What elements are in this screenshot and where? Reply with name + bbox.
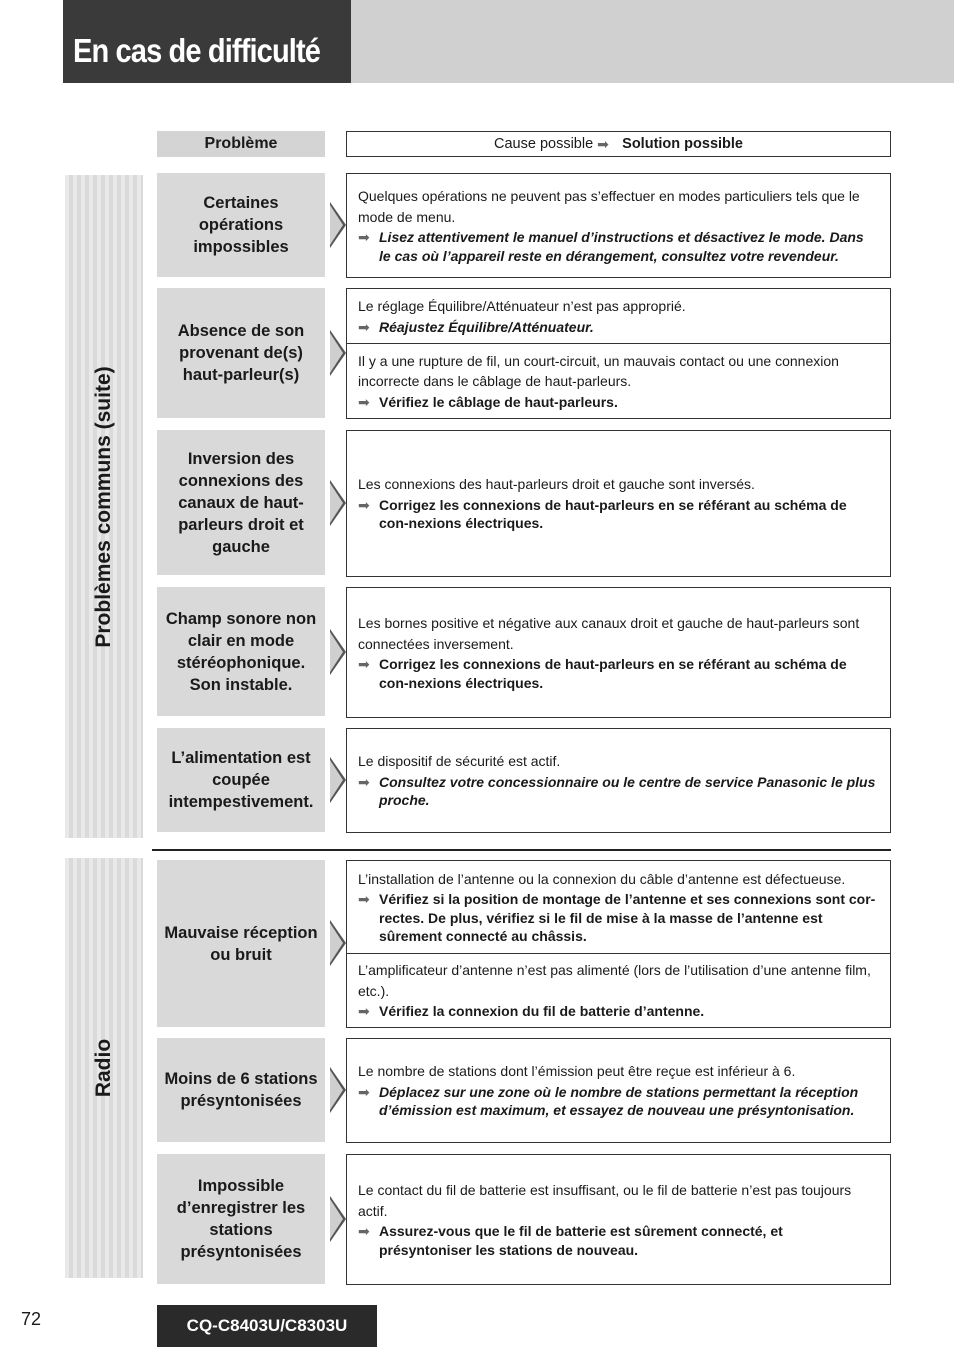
cause-cell xyxy=(346,1154,891,1285)
column-header-solution-label: Solution possible xyxy=(622,136,743,152)
solution-text: Assurez-vous que le fil de batterie est sûrement connecté, et présyntoniser les stations de nouveau. xyxy=(379,1223,783,1258)
solution-text: Corrigez les connexions de haut-parleurs en se référant au schéma de con-nexions électriques. xyxy=(379,496,847,532)
section-band-radio xyxy=(65,858,143,1278)
cause-text: Le nombre de stations dont l’émission peut être reçue est inférieur à 6. xyxy=(358,1063,796,1080)
problem-cell xyxy=(157,587,325,716)
problem-text: Absence de son provenant de(s) haut-parleur(s) xyxy=(177,322,305,384)
problem-cell xyxy=(157,173,325,277)
right-arrow-icon: ➡ xyxy=(358,656,370,672)
solution-text: Consultez votre concessionnaire ou le centre de service Panasonic le plus proche. xyxy=(379,773,876,809)
section-band-common xyxy=(65,175,143,838)
page-title: En cas de difficulté xyxy=(73,32,321,69)
cause-cell xyxy=(346,1038,891,1143)
right-arrow-icon: ➡ xyxy=(358,1003,370,1020)
cause-text: Quelques opérations ne peuvent pas s’effectuer en modes particuliers tels que le mode de menu. xyxy=(358,188,860,225)
cause-entry xyxy=(347,1039,890,1142)
problem-cell xyxy=(157,430,325,575)
cause-cell xyxy=(346,430,891,577)
model-badge: CQ-C8403U/C8303U xyxy=(157,1305,377,1347)
solution-text: Lisez attentivement le manuel d’instructions et désactivez le mode. Dans le cas où l’appareil reste en dérangement, consultez votre revendeur. xyxy=(379,229,864,264)
cause-entry xyxy=(347,431,890,576)
right-arrow-icon: ➡ xyxy=(358,393,370,410)
page-number: 72 xyxy=(21,1309,42,1329)
problem-text: Champ sonore non clair en mode stéréophonique. Son instable. xyxy=(165,609,317,694)
problem-cell xyxy=(157,288,325,418)
solution-text: Vérifiez le câblage de haut-parleurs. xyxy=(379,393,618,410)
problem-cell xyxy=(157,1038,325,1142)
cause-text: Il y a une rupture de fil, un court-circuit, un mauvais contact ou une connexion incorrecte dans le câblage de haut-parleurs. xyxy=(358,352,839,390)
solution-text: Vérifiez si la position de montage de l’antenne et ses connexions sont cor-rectes. De plus, vérifiez si le fil de mise à la masse de l’antenne est sûrement connecté au châssis. xyxy=(379,891,876,944)
solution-text: Réajustez Équilibre/Atténuateur. xyxy=(379,318,594,335)
problem-text: L’alimentation est coupée intempestivement. xyxy=(168,749,314,811)
row-arrow-icon xyxy=(330,1067,346,1113)
problem-text: Certaines opérations impossibles xyxy=(193,194,289,256)
cause-entry xyxy=(347,174,890,277)
problem-text: Inversion des connexions des canaux de haut-parleurs droit et gauche xyxy=(178,449,304,556)
right-arrow-icon: ➡ xyxy=(358,496,370,513)
row-arrow-icon xyxy=(330,480,346,526)
right-arrow-icon: ➡ xyxy=(358,773,370,790)
right-arrow-icon: ➡ xyxy=(358,1223,370,1239)
row-arrow-icon xyxy=(330,629,346,675)
column-header-problem: Problème xyxy=(157,131,325,157)
solution-text: Corrigez les connexions de haut-parleurs en se référant au schéma de con-nexions électriques. xyxy=(379,656,847,691)
cause-text: Le réglage Équilibre/Atténuateur n’est pas approprié. xyxy=(358,298,686,314)
right-arrow-icon: ➡ xyxy=(597,135,609,152)
cause-entry xyxy=(347,861,890,953)
cause-text: Les bornes positive et négative aux canaux droit et gauche de haut-parleurs sont connectées inversement. xyxy=(358,615,860,652)
cause-cell xyxy=(346,288,891,419)
section-label-common: Problèmes communs (suite) xyxy=(92,365,115,648)
row-arrow-icon xyxy=(330,920,346,966)
problem-text: Impossible d’enregistrer les stations présyntonisées xyxy=(176,1177,306,1261)
solution-line xyxy=(358,393,878,412)
section-label-radio: Radio xyxy=(92,1038,115,1098)
solution-line xyxy=(358,496,878,533)
cause-entry xyxy=(347,1155,890,1284)
section-divider xyxy=(152,849,891,851)
row-arrow-icon xyxy=(330,1196,346,1242)
right-arrow-icon: ➡ xyxy=(358,891,370,907)
right-arrow-icon: ➡ xyxy=(358,1083,370,1100)
solution-line xyxy=(358,773,878,810)
solution-line xyxy=(358,228,878,265)
right-arrow-icon: ➡ xyxy=(358,229,370,245)
solution-text: Déplacez sur une zone où le nombre de stations permettant la réception d’émission est maximum, et essayez de nouveau une présyntonisation. xyxy=(379,1083,859,1119)
cause-entry xyxy=(347,588,890,717)
cause-cell xyxy=(346,728,891,833)
solution-line xyxy=(358,1083,878,1120)
solution-line xyxy=(358,318,878,337)
cause-text: Les connexions des haut-parleurs droit et gauche sont inversés. xyxy=(358,476,755,493)
header-light-band xyxy=(351,0,954,83)
cause-entry xyxy=(347,729,890,832)
right-arrow-icon: ➡ xyxy=(358,318,370,335)
solution-line xyxy=(358,655,878,692)
row-arrow-icon xyxy=(330,330,346,376)
cause-text: L’installation de l’antenne ou la connexion du câble d’antenne est défectueuse. xyxy=(358,870,846,887)
row-arrow-icon xyxy=(330,757,346,803)
cause-text: Le dispositif de sécurité est actif. xyxy=(358,753,561,770)
problem-text: Mauvaise réception ou bruit xyxy=(164,923,318,964)
problem-cell xyxy=(157,728,325,832)
cause-entry xyxy=(347,343,890,418)
cause-text: Le contact du fil de batterie est insuffisant, ou le fil de batterie n’est pas toujours actif. xyxy=(358,1182,852,1219)
cause-entry xyxy=(347,289,890,343)
cause-text: L’amplificateur d’antenne n’est pas alimenté (lors de l’utilisation d’une antenne film, etc.). xyxy=(358,962,871,999)
row-arrow-icon xyxy=(330,202,346,248)
solution-line xyxy=(358,890,878,946)
cause-cell xyxy=(346,173,891,278)
cause-cell xyxy=(346,587,891,718)
problem-cell xyxy=(157,1154,325,1284)
cause-cell xyxy=(346,860,891,1028)
problem-cell xyxy=(157,860,325,1027)
problem-text: Moins de 6 stations présyntonisées xyxy=(164,1070,318,1110)
column-header-cause xyxy=(346,131,891,157)
column-header-cause-label: Cause possible xyxy=(494,136,594,152)
cause-entry xyxy=(347,953,890,1027)
solution-text: Vérifiez la connexion du fil de batterie d’antenne. xyxy=(379,1003,705,1020)
solution-line xyxy=(358,1002,878,1021)
solution-line xyxy=(358,1222,878,1259)
